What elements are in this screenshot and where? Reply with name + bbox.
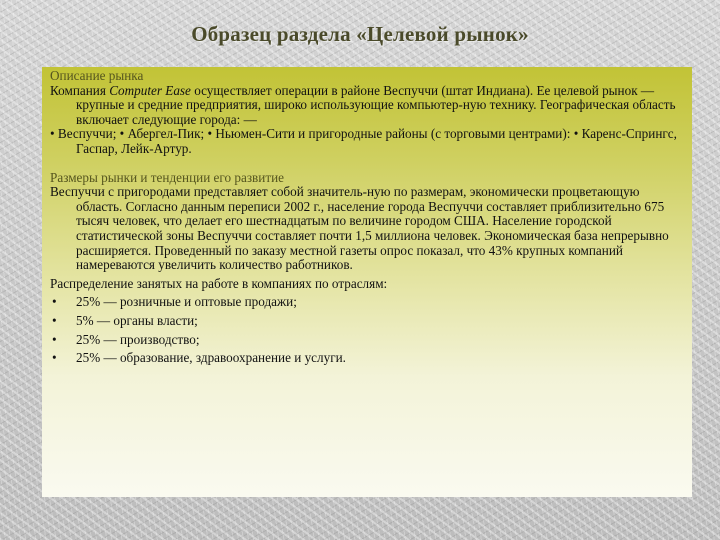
- cities-line: • Веспуччи; • Абергел-Пик; • Ньюмен-Сити и пригородные районы (с торговыми центрами): • Каренс-Спрингс, Гаспар, Лейк-Артур.: [50, 126, 677, 156]
- list-item-text: 25% — производство;: [76, 331, 200, 347]
- market-description-paragraph: [50, 84, 678, 128]
- list-item-text: 25% — розничные и оптовые продажи;: [76, 294, 297, 310]
- content-panel: [42, 67, 692, 497]
- slide-title: Образец раздела «Целевой рынок»: [191, 22, 529, 46]
- list-item: [50, 295, 678, 310]
- section-heading-market-description: Описание рынка: [50, 68, 144, 83]
- list-item: [50, 333, 678, 348]
- para-intro: Компания: [50, 82, 110, 98]
- bullet-icon: •: [52, 294, 57, 310]
- bullet-icon: •: [52, 350, 57, 366]
- section-heading-market-size: Размеры рынки и тенденции его развитие: [50, 169, 284, 185]
- list-item: [50, 351, 678, 366]
- list-item-text: 25% — образование, здравоохранение и услуги.: [76, 350, 346, 366]
- bullet-icon: •: [52, 312, 57, 328]
- distribution-label: Распределение занятых на работе в компаниях по отраслям:: [50, 275, 388, 291]
- list-item-text: 5% — органы власти;: [76, 312, 198, 328]
- bullet-icon: •: [52, 331, 57, 347]
- market-size-paragraph: Веспуччи с пригородами представляет собой значитель-ную по размерам, экономически процветающую область. Согласно данным переписи 2002 г., население города Веспуччи составляет приблизительно 675 тысяч человек, что делает его шестнадцатым по величине городом США. Население городской статистической зоны Веспуччи составляет почти 1,5 миллиона человек. Экономическая база непрерывно расширяется. Проведенный по заказу местной газеты опрос показал, что 43% крупных компаний намереваются увеличить количество работников.: [50, 184, 669, 273]
- para-rest: осуществляет операции в районе Веспуччи (штат Индиана). Ее целевой рынок — крупные и средние предприятия, широко использующие компьютер-ную технику. Географическая область включает следующие города: —: [76, 82, 676, 127]
- list-item: [50, 314, 678, 329]
- company-name: Computer Ease: [109, 82, 191, 98]
